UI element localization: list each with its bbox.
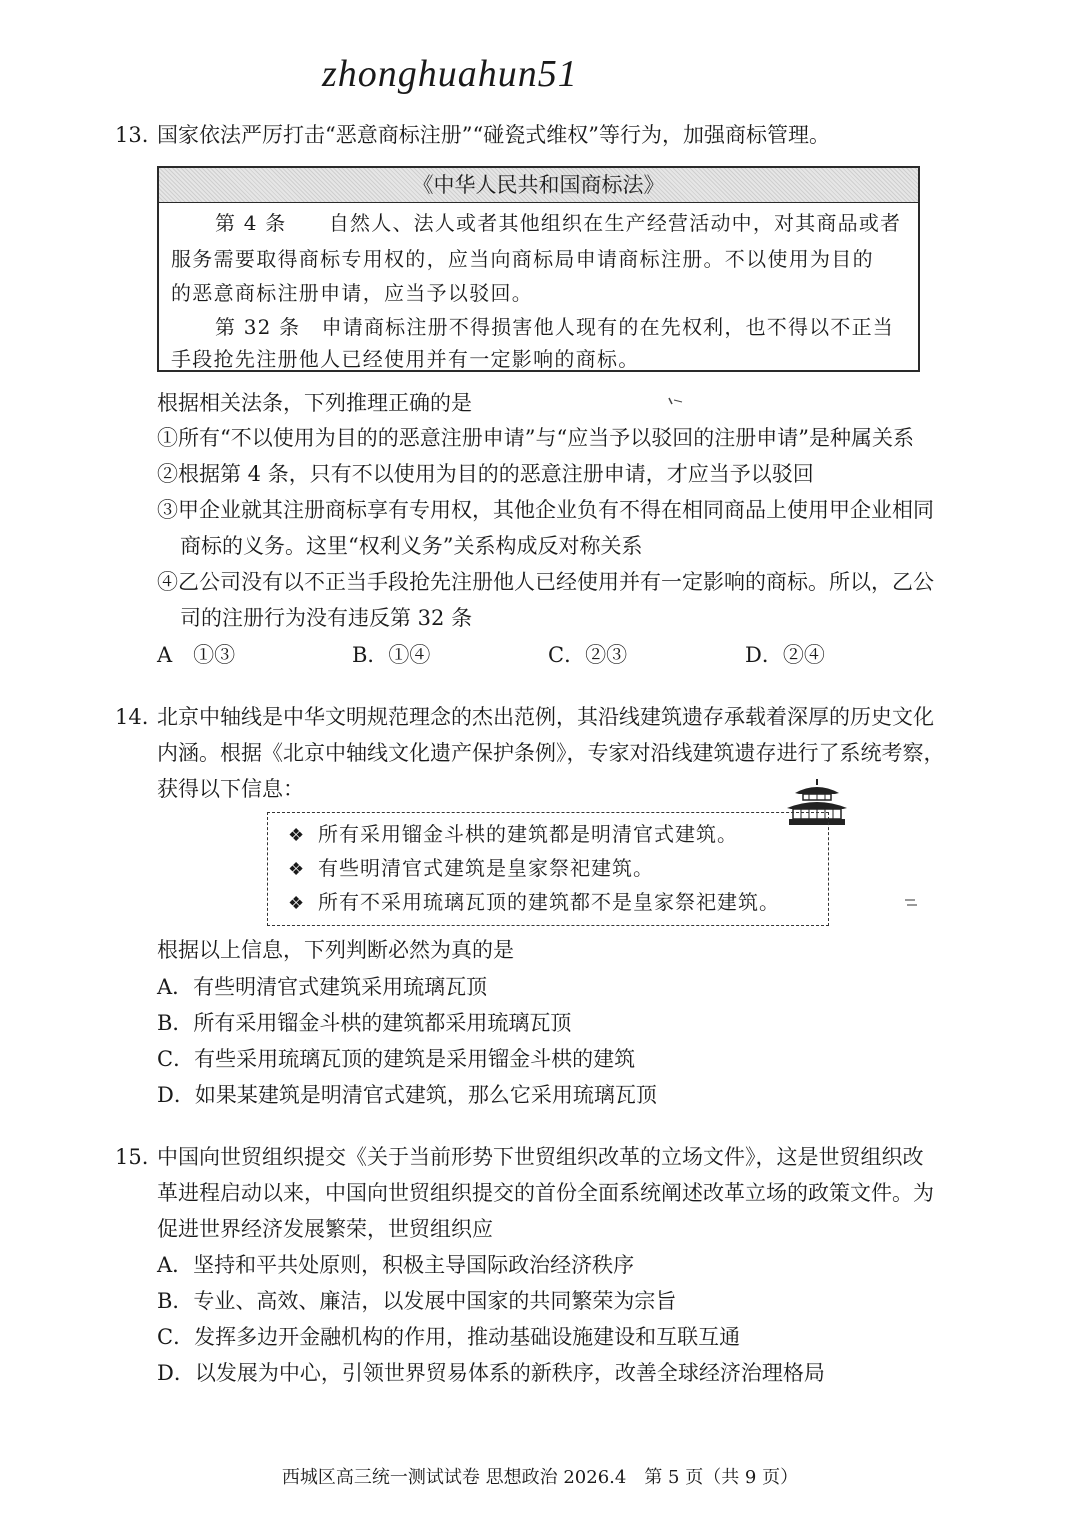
q13-number: 13. bbox=[115, 123, 149, 147]
q14-question: 根据以上信息，下列判断必然为真的是 bbox=[157, 938, 514, 962]
q13-option-c: C．②③ bbox=[548, 643, 628, 667]
q14-option-d: D．如果某建筑是明清官式建筑，那么它采用琉璃瓦顶 bbox=[157, 1083, 657, 1107]
info-box bbox=[267, 812, 829, 926]
q13-statement-3-cont: 商标的义务。这里“权利义务”关系构成反对称关系 bbox=[180, 534, 643, 558]
law-line: 第 32 条 申请商标注册不得损害他人现有的在先权利，也不得以不正当 bbox=[215, 315, 894, 339]
q14-option-a: A．有些明清官式建筑采用琉璃瓦顶 bbox=[157, 975, 488, 999]
q13-stem: 国家依法严厉打击“恶意商标注册”“碰瓷式维权”等行为，加强商标管理。 bbox=[157, 123, 830, 147]
info-item bbox=[288, 821, 738, 849]
watermark-text: zhonghuahun51 bbox=[322, 53, 578, 95]
q14-option-c: C．有些采用琉璃瓦顶的建筑是采用镏金斗栱的建筑 bbox=[157, 1047, 636, 1071]
page-footer: 西城区高三统一测试试卷 思想政治 2026.4 第 5 页（共 9 页） bbox=[281, 1467, 799, 1488]
scan-speck bbox=[668, 396, 684, 406]
bullet-icon: ❖ bbox=[288, 893, 305, 914]
q13-question: 根据相关法条，下列推理正确的是 bbox=[157, 391, 472, 415]
law-line: 的恶意商标注册申请，应当予以驳回。 bbox=[171, 281, 534, 305]
q14-stem-line-3: 获得以下信息： bbox=[157, 777, 304, 801]
q13-statement-1: ①所有“不以使用为目的的恶意注册申请”与“应当予以驳回的注册申请”是种属关系 bbox=[157, 426, 914, 450]
scan-speck bbox=[903, 898, 919, 908]
q13-option-a: A ①③ bbox=[157, 643, 236, 667]
bullet-icon: ❖ bbox=[288, 859, 305, 880]
q15-option-a: A．坚持和平共处原则，积极主导国际政治经济秩序 bbox=[157, 1253, 635, 1277]
q14-number: 14. bbox=[115, 705, 149, 729]
q13-option-d: D．②④ bbox=[745, 643, 825, 667]
info-item-text: 有些明清官式建筑是皇家祭祀建筑。 bbox=[318, 856, 654, 880]
q15-option-c: C．发挥多边开金融机构的作用，推动基础设施建设和互联互通 bbox=[157, 1325, 741, 1349]
q15-option-d: D．以发展为中心，引领世界贸易体系的新秩序，改善全球经济治理格局 bbox=[157, 1361, 825, 1385]
q13-statement-4-cont: 司的注册行为没有违反第 32 条 bbox=[180, 606, 473, 630]
q13-statement-4: ④乙公司没有以不正当手段抢先注册他人已经使用并有一定影响的商标。所以，乙公 bbox=[157, 570, 934, 594]
info-item-text: 所有采用镏金斗栱的建筑都是明清官式建筑。 bbox=[318, 822, 738, 846]
q15-stem-line-1: 中国向世贸组织提交《关于当前形势下世贸组织改革的立场文件》，这是世贸组织改 bbox=[157, 1145, 924, 1169]
info-item-text: 所有不采用琉璃瓦顶的建筑都不是皇家祭祀建筑。 bbox=[318, 890, 780, 914]
law-line: 第 4 条 自然人、法人或者其他组织在生产经营活动中，对其商品或者 bbox=[215, 211, 902, 235]
q13-statement-3: ③甲企业就其注册商标享有专用权，其他企业负有不得在相同商品上使用甲企业相同 bbox=[157, 498, 934, 522]
bullet-icon: ❖ bbox=[288, 825, 305, 846]
q15-number: 15. bbox=[115, 1145, 149, 1169]
q15-stem-line-2: 革进程启动以来，中国向世贸组织提交的首份全面系统阐述改革立场的政策文件。为 bbox=[157, 1181, 934, 1205]
q15-option-b: B．专业、高效、廉洁，以发展中国家的共同繁荣为宗旨 bbox=[157, 1289, 677, 1313]
law-title: 《中华人民共和国商标法》 bbox=[159, 168, 918, 203]
info-item bbox=[288, 889, 780, 917]
q13-option-b: B．①④ bbox=[352, 643, 431, 667]
q13-statement-2: ②根据第 4 条，只有不以使用为目的的恶意注册申请，才应当予以驳回 bbox=[157, 462, 814, 486]
q14-option-b: B．所有采用镏金斗栱的建筑都采用琉璃瓦顶 bbox=[157, 1011, 572, 1035]
law-excerpt-box bbox=[157, 166, 920, 372]
q14-stem-line-2: 内涵。根据《北京中轴线文化遗产保护条例》，专家对沿线建筑遗存进行了系统考察， bbox=[157, 741, 945, 765]
q14-stem-line-1: 北京中轴线是中华文明规范理念的杰出范例，其沿线建筑遗存承载着深厚的历史文化 bbox=[157, 705, 934, 729]
law-line: 服务需要取得商标专用权的，应当向商标局申请商标注册。不以使用为目的 bbox=[171, 247, 874, 271]
law-line: 手段抢先注册他人已经使用并有一定影响的商标。 bbox=[171, 347, 640, 371]
info-item bbox=[288, 855, 654, 883]
q15-stem-line-3: 促进世界经济发展繁荣，世贸组织应 bbox=[157, 1217, 493, 1241]
